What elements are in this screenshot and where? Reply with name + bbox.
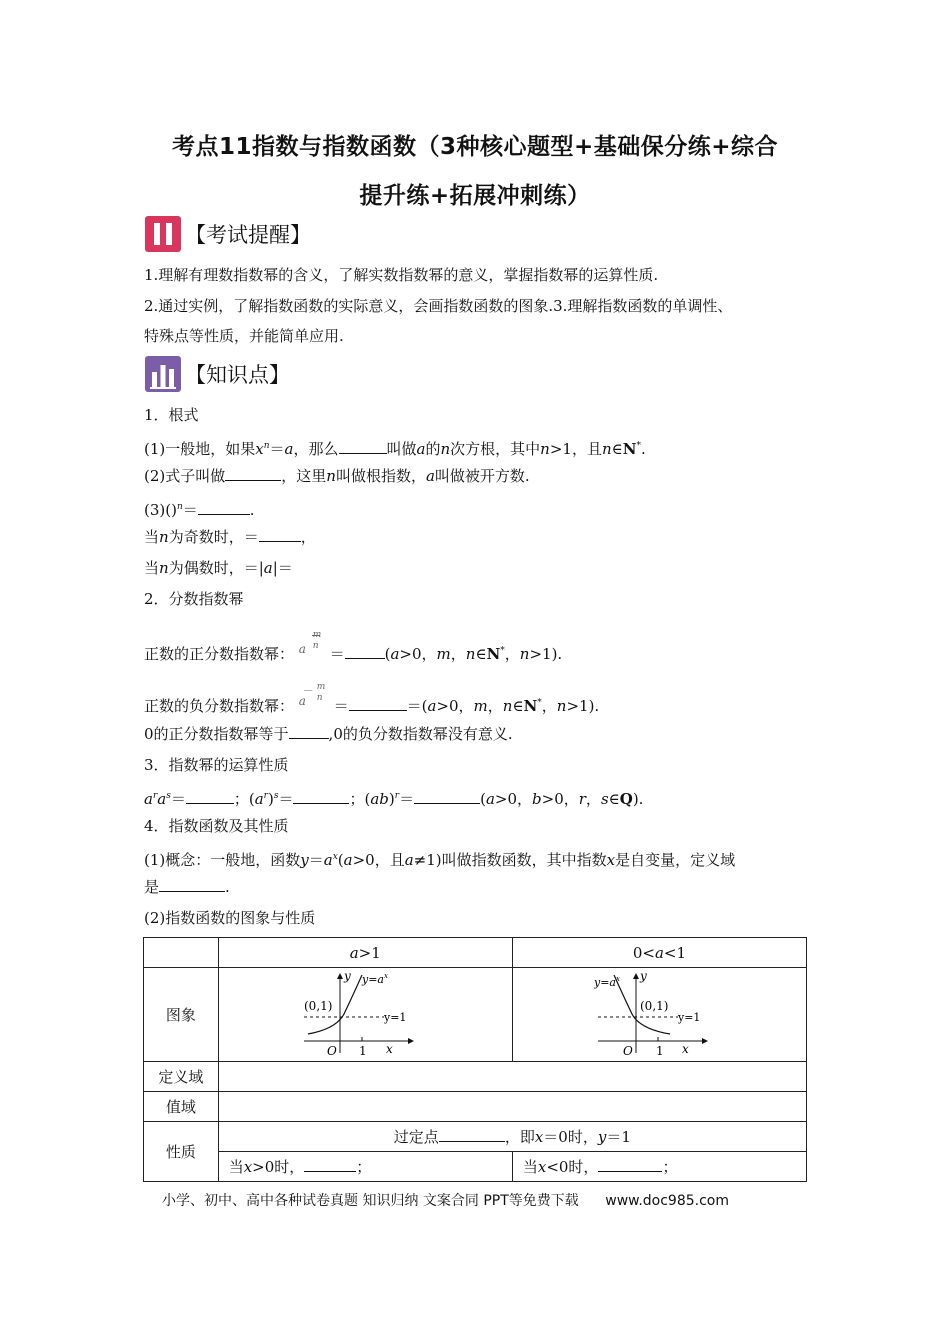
radical-line-2: (2)式子叫做 ，这里n叫做根指数，a叫做被开方数. <box>144 467 530 485</box>
exp-function-table <box>143 937 807 1182</box>
radical-odd: 当n为奇数时，＝ ， <box>144 528 316 546</box>
graph-x-label: x <box>386 1041 394 1056</box>
graph-origin-label: O <box>623 1043 634 1058</box>
reminder-point-1: 1.理解有理数指数幂的含义，了解实数指数幂的意义，掌握指数幂的运算性质. <box>144 266 659 284</box>
heading-power-rules: 3．指数幂的运算性质 <box>144 756 289 774</box>
answer-blank[interactable] <box>259 527 301 542</box>
fixed-point-property: 过定点 ，即x＝0时，y＝1 <box>218 1122 806 1152</box>
answer-blank[interactable] <box>198 500 250 515</box>
graph-increasing <box>218 968 512 1062</box>
reminder-point-2: 2.通过实例，了解指数函数的实际意义，会画指数函数的图象.3.理解指数函数的单调性、 <box>144 297 733 315</box>
negative-fraction-exponent: 正数的负分数指数幂： a － m n ＝ ＝(a>0，m，n∈N*，n>1). <box>144 682 600 715</box>
answer-blank[interactable] <box>339 439 387 454</box>
radical-even: 当n为偶数时，＝|a|＝ <box>144 559 293 577</box>
graph-x-label: x <box>682 1041 690 1056</box>
fraction-power-formula: a m n <box>298 630 322 656</box>
pause-bars-icon-graphic <box>145 216 181 252</box>
page-footer <box>162 1190 729 1210</box>
graph-curve-label: $y=a^x$ <box>594 974 621 989</box>
answer-blank[interactable] <box>439 1127 505 1142</box>
graph-point-label: (0,1) <box>640 998 669 1013</box>
graph-y-label: y <box>344 970 352 983</box>
range-answer-cell[interactable] <box>218 1092 806 1122</box>
row-label-graph: 图象 <box>144 968 219 1062</box>
footer-text: 小学、初中、高中各种试卷真题 知识归纳 文案合同 PPT等免费下载 <box>162 1193 579 1209</box>
answer-blank[interactable] <box>225 466 281 481</box>
reminder-label: 【考试提醒】 <box>185 223 311 247</box>
exp-function-domain: 是 . <box>144 878 230 896</box>
title-line-2: 提升练+拓展冲刺练） <box>359 183 591 209</box>
answer-blank[interactable] <box>293 789 349 804</box>
graph-one-label: 1 <box>656 1043 665 1058</box>
col-header-a-gt-1: a>1 <box>218 938 512 968</box>
bar-chart-icon <box>145 356 181 392</box>
col-header-a-lt-1: 0<a<1 <box>512 938 806 968</box>
answer-blank[interactable] <box>159 877 225 892</box>
graph-one-label: 1 <box>359 1043 367 1058</box>
graph-y-label: y <box>640 970 648 983</box>
answer-blank[interactable] <box>186 789 234 804</box>
domain-answer-cell[interactable] <box>218 1062 806 1092</box>
pause-bars-icon <box>145 216 181 252</box>
property-x-positive: 当x>0时， ； <box>218 1152 512 1182</box>
knowledge-heading <box>145 354 290 394</box>
row-label-range: 值域 <box>144 1092 219 1122</box>
radical-line-1: (1)一般地，如果$x^n=a$，那么 叫做a的n次方根，其中n>1，且n∈N*. <box>144 440 646 458</box>
zero-exponent-line: 0的正分数指数幂等于 ,0的负分数指数幂没有意义. <box>144 725 513 743</box>
graph-decreasing <box>512 968 806 1062</box>
graph-curve-label: $y=a^x$ <box>362 971 389 986</box>
heading-exponential-function: 4．指数函数及其性质 <box>144 817 289 835</box>
row-label-domain: 定义域 <box>144 1062 219 1092</box>
answer-blank[interactable] <box>289 724 329 739</box>
answer-blank[interactable] <box>598 1157 662 1172</box>
knowledge-label: 【知识点】 <box>185 363 290 387</box>
answer-blank[interactable] <box>414 789 480 804</box>
decreasing-exp-graph <box>594 971 724 1059</box>
row-label-properties: 性质 <box>144 1122 219 1182</box>
negative-fraction-power-formula: a － m n <box>298 682 326 708</box>
positive-fraction-exponent: 正数的正分数指数幂： a m n ＝ (a>0，m，n∈N*，n>1). <box>144 630 563 663</box>
increasing-exp-graph <box>300 971 430 1059</box>
radical-line-3: (3)()$^n$＝ . <box>144 501 255 519</box>
bar-chart-icon-graphic <box>145 356 181 392</box>
title-line-1: 考点11指数与指数函数（3种核心题型+基础保分练+综合 <box>171 134 779 160</box>
answer-blank[interactable] <box>349 696 407 711</box>
heading-fraction-exponent: 2．分数指数幂 <box>144 590 244 608</box>
reminder-point-2-cont: 特殊点等性质，并能简单应用. <box>144 327 344 345</box>
answer-blank[interactable] <box>345 644 385 659</box>
reminder-heading <box>145 214 311 254</box>
graph-y1-label: y=1 <box>678 1010 701 1024</box>
graph-point-label: (0,1) <box>304 998 333 1013</box>
exp-graph-heading: (2)指数函数的图象与性质 <box>144 909 316 927</box>
property-x-negative: 当x<0时， ； <box>512 1152 806 1182</box>
answer-blank[interactable] <box>304 1157 356 1172</box>
table-corner <box>144 938 219 968</box>
graph-y1-label: y=1 <box>384 1010 407 1024</box>
graph-origin-label: O <box>327 1043 338 1058</box>
exp-function-concept: (1)概念：一般地，函数$y=a^x(a>0$，且a≠1)叫做指数函数，其中指数x是自变量，定义域 <box>144 851 736 869</box>
footer-site-link[interactable]: www.doc985.com <box>605 1193 729 1209</box>
power-rules-line: $a^ra^s=$ ；$(a^r)^s=$ ；(ab)$^r$＝ (a>0，b>0，r，s∈Q). <box>144 790 644 808</box>
heading-radical: 1．根式 <box>144 406 199 424</box>
